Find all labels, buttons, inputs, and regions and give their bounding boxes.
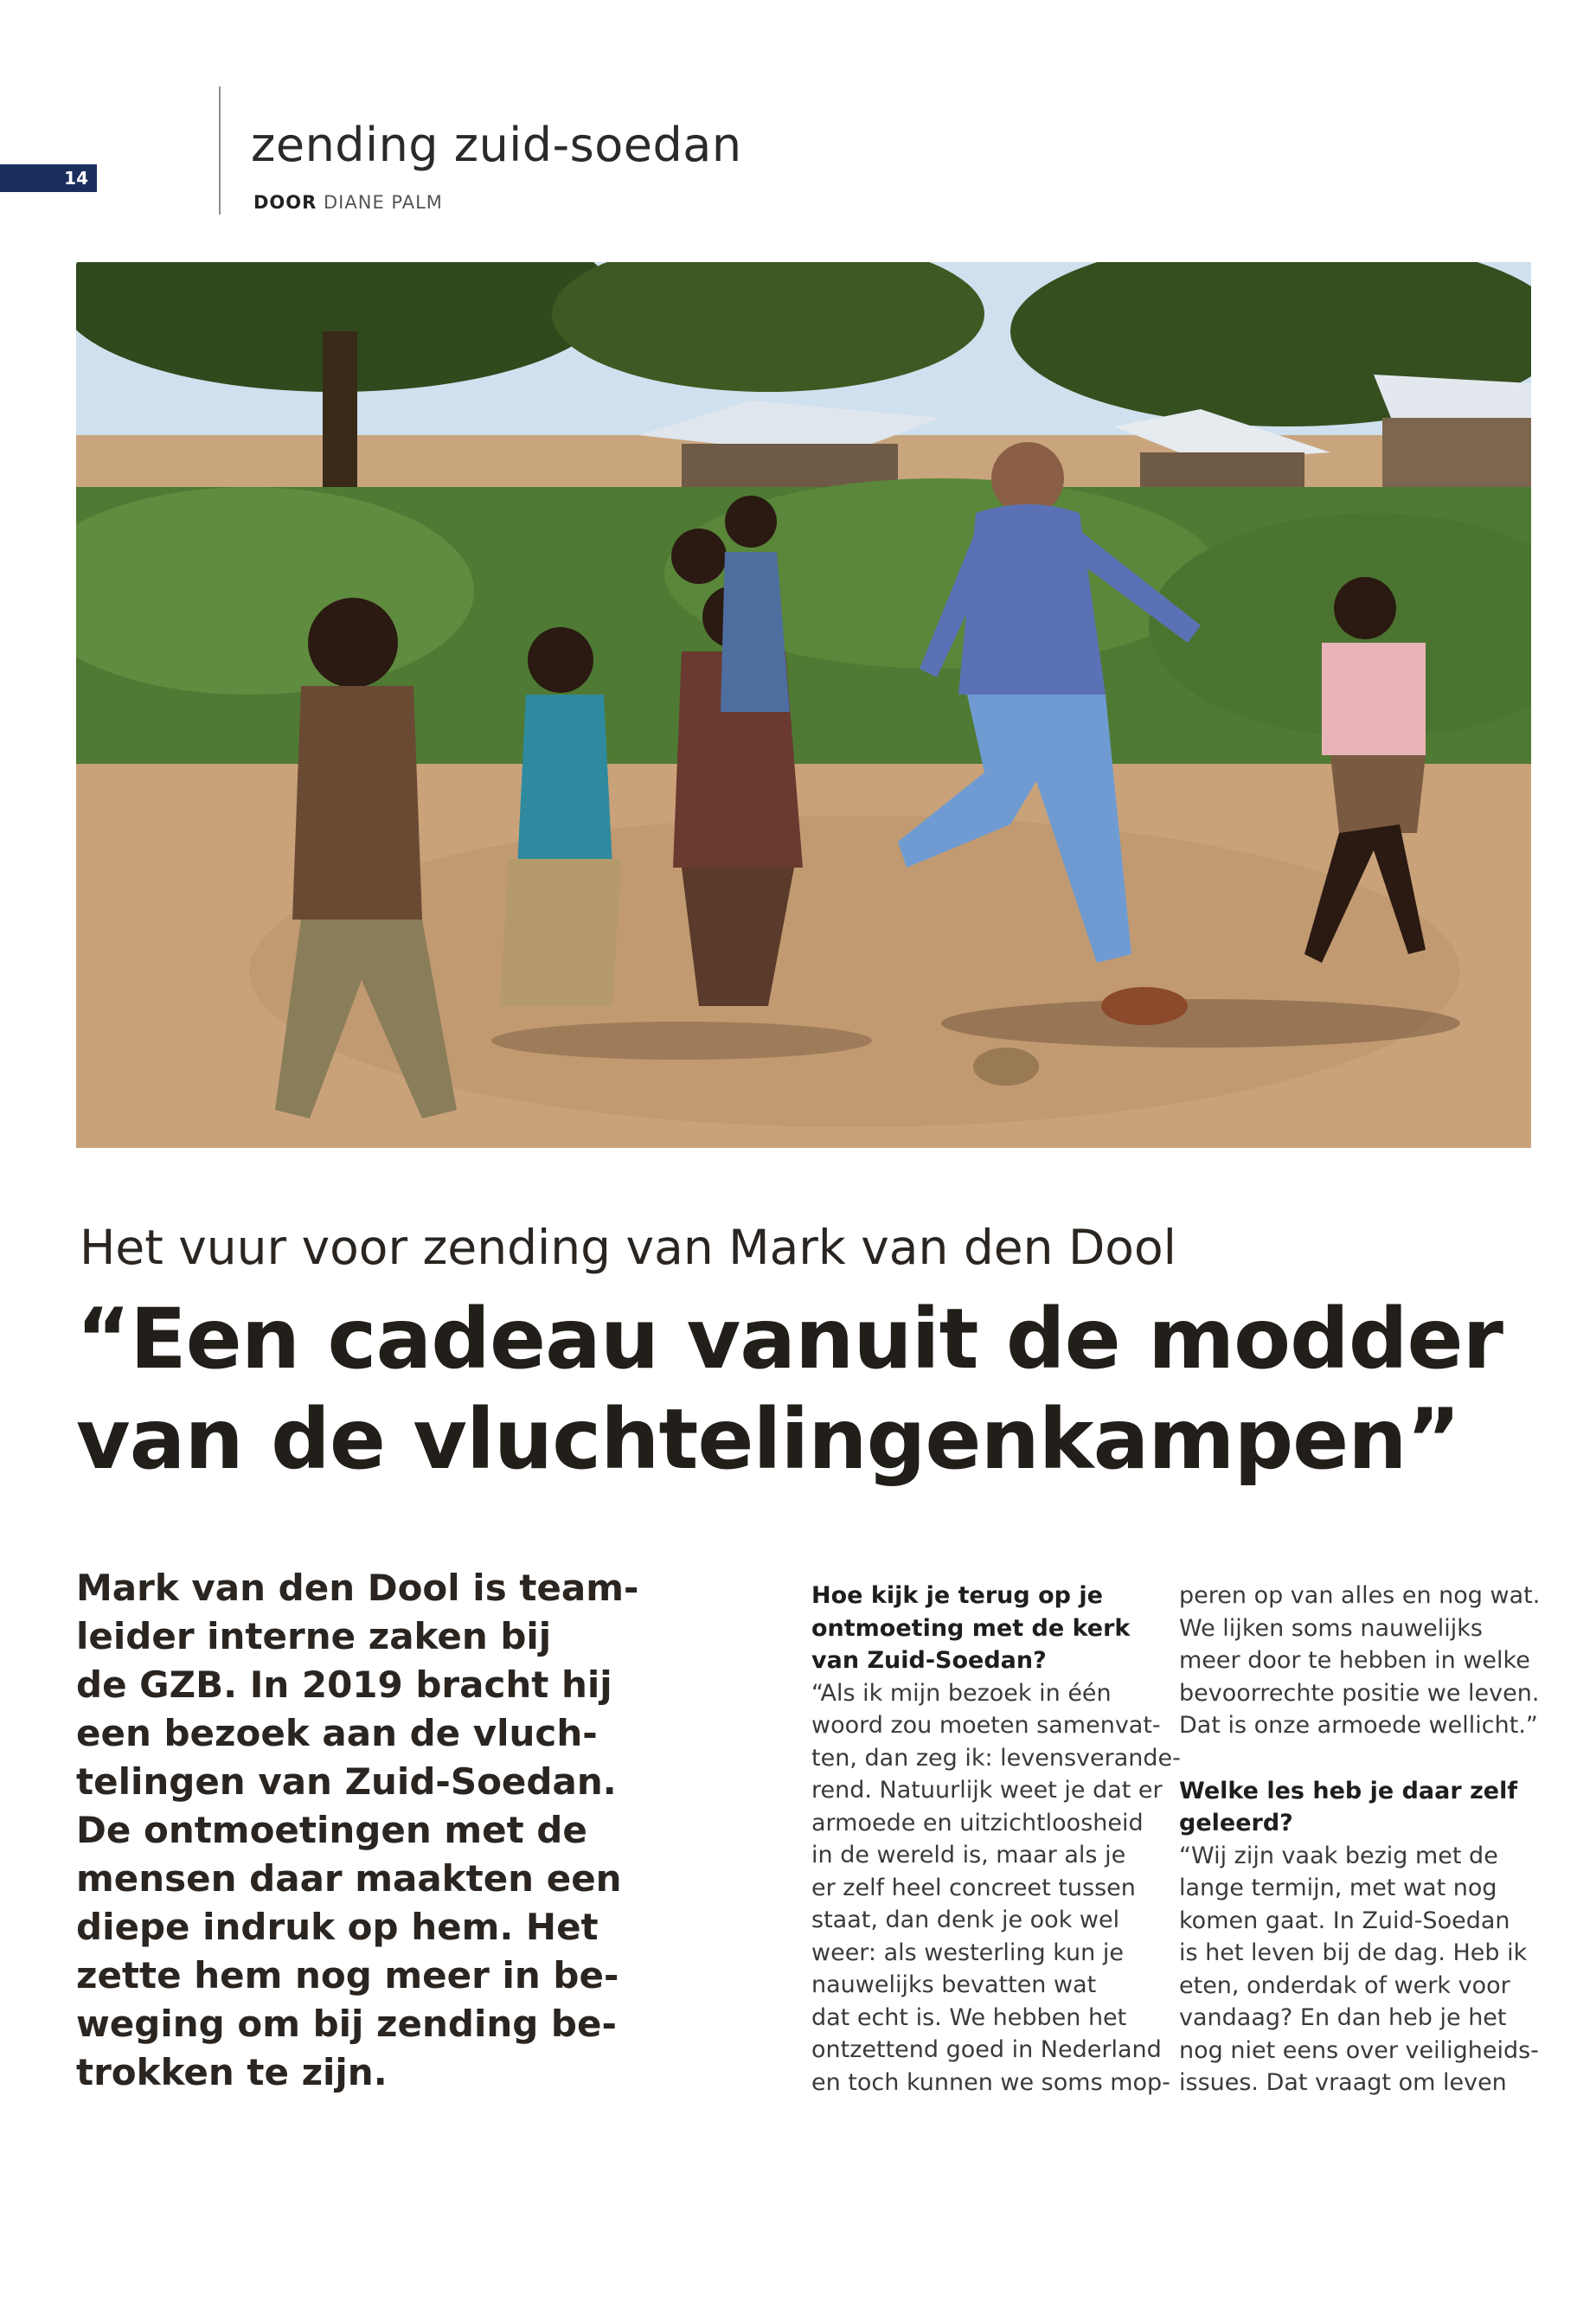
body-line: meer door te hebben in welke (1179, 1647, 1530, 1674)
article-column-2 (811, 1580, 1181, 2099)
body-line: armoede en uitzichtloosheid (811, 1809, 1144, 1836)
header-divider (219, 87, 221, 215)
article-photo (76, 262, 1531, 1148)
interview-question: geleerd? (1179, 1810, 1293, 1836)
body-line: is het leven bij de dag. Heb ik (1179, 1939, 1528, 1966)
page-number: 14 (0, 164, 97, 192)
interview-question: ontmoeting met de kerk (811, 1614, 1131, 1642)
body-line: Dat is onze armoede wellicht.” (1179, 1712, 1538, 1739)
article-kicker: Het vuur voor zending van Mark van den Dool (80, 1220, 1176, 1275)
body-line: nauwelijks bevatten wat (811, 1971, 1097, 1998)
intro-line: De ontmoetingen met de (76, 1809, 587, 1851)
byline-label: DOOR (253, 192, 317, 213)
intro-line: een bezoek aan de vluch- (76, 1712, 598, 1754)
interview-question: van Zuid-Soedan? (811, 1647, 1047, 1674)
interview-question: Hoe kijk je terug op je (811, 1582, 1103, 1609)
intro-line: Mark van den Dool is team- (76, 1567, 639, 1609)
body-line: en toch kunnen we soms mop- (811, 2068, 1170, 2096)
intro-line: mensen daar maakten een (76, 1857, 622, 1900)
intro-line: diepe indruk op hem. Het (76, 1906, 599, 1948)
article-headline (76, 1289, 1503, 1490)
article-column-3 (1179, 1580, 1540, 2099)
intro-line: leider interne zaken bij (76, 1615, 552, 1657)
body-line: “Wij zijn vaak bezig met de (1179, 1842, 1498, 1869)
intro-line: weging om bij zending be- (76, 2003, 617, 2045)
body-line: vandaag? En dan heb je het (1179, 2004, 1507, 2031)
body-line: ontzettend goed in Nederland (811, 2036, 1162, 2063)
intro-line: zette hem nog meer in be- (76, 1954, 619, 1997)
body-line: woord zou moeten samenvat- (811, 1712, 1161, 1739)
body-line: nog niet eens over veiligheids- (1179, 2036, 1539, 2064)
body-line: staat, dan denk je ook wel (811, 1907, 1120, 1933)
body-line: “Als ik mijn bezoek in één (811, 1679, 1112, 1707)
body-line: dat echt is. We hebben het (811, 2003, 1127, 2031)
body-line: lange termijn, met wat nog (1179, 1875, 1497, 1901)
paragraph-gap (1179, 1742, 1540, 1775)
intro-line: trokken te zijn. (76, 2051, 388, 2093)
body-line: bevoorrechte positie we leven. (1179, 1679, 1540, 1707)
body-line: issues. Dat vraagt om leven (1179, 2069, 1507, 2096)
section-title: zending zuid-soedan (251, 118, 742, 172)
body-line: We lijken soms nauwelijks (1179, 1614, 1483, 1642)
headline-line: “Een cadeau vanuit de modder (76, 1291, 1503, 1388)
interview-question: Welke les heb je daar zelf (1179, 1777, 1518, 1804)
byline-name: DIANE PALM (324, 192, 443, 213)
intro-line: telingen van Zuid-Soedan. (76, 1760, 617, 1803)
body-line: rend. Natuurlijk weet je dat er (811, 1777, 1163, 1804)
body-line: weer: als westerling kun je (811, 1939, 1124, 1966)
headline-line: van de vluchtelingenkampen” (76, 1391, 1460, 1488)
byline (253, 192, 443, 213)
body-line: er zelf heel concreet tussen (811, 1874, 1136, 1901)
body-line: peren op van alles en nog wat. (1179, 1582, 1541, 1609)
article-intro (76, 1564, 639, 2097)
body-line: komen gaat. In Zuid-Soedan (1179, 1907, 1510, 1934)
intro-line: de GZB. In 2019 bracht hij (76, 1663, 612, 1706)
body-line: in de wereld is, maar als je (811, 1842, 1126, 1868)
body-line: ten, dan zeg ik: levensverande- (811, 1744, 1181, 1772)
body-line: eten, onderdak of werk voor (1179, 1971, 1510, 1999)
